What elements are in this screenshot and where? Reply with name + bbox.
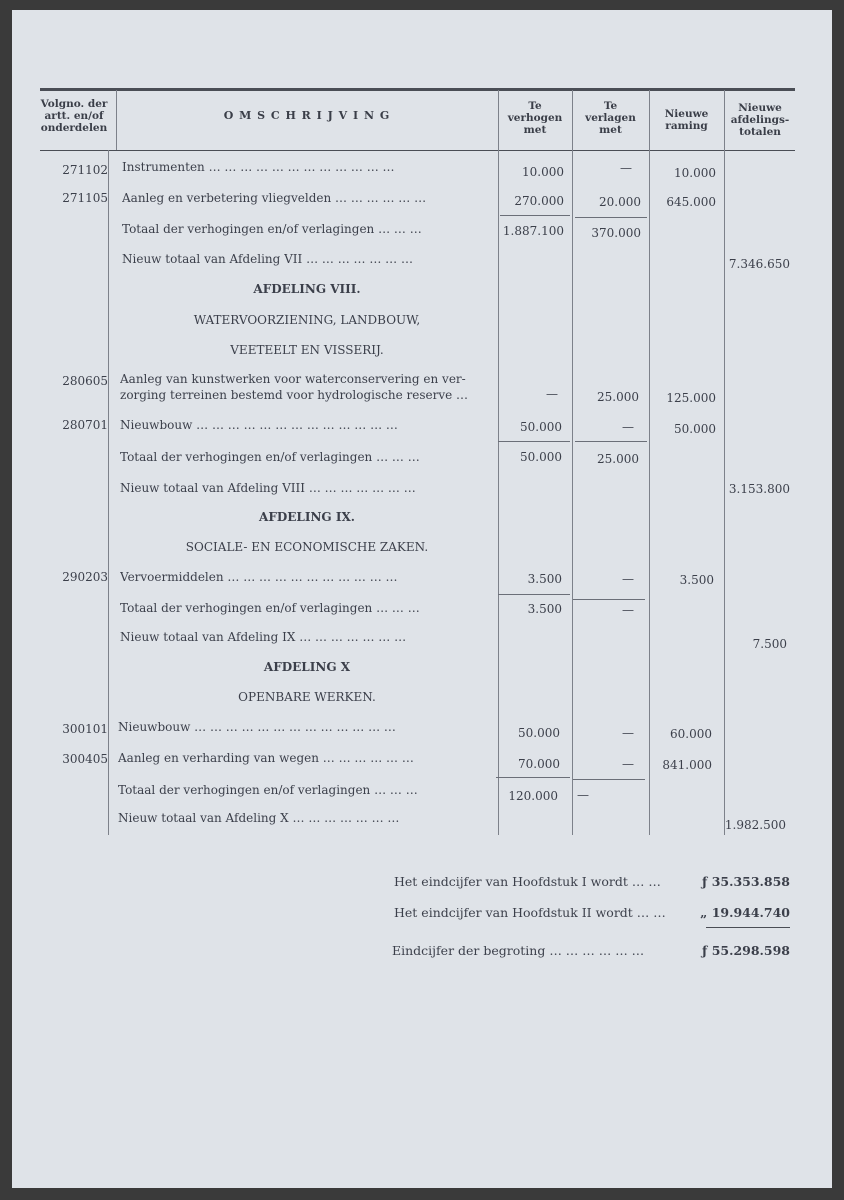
verlagen-value: 25.000 [597, 390, 639, 404]
document-page [12, 10, 832, 1188]
verlagen-total: 370.000 [591, 226, 641, 240]
row-description: Nieuw totaal van Afdeling VII … … … … … … … [122, 252, 413, 266]
section-subheading: WATERVOORZIENING, LANDBOUW, [193, 313, 421, 327]
afdelingstotaal-value: 1.982.500 [724, 818, 786, 832]
raming-value: 3.500 [679, 573, 714, 587]
verhogen-total: 50.000 [520, 450, 562, 464]
row-code: 300405 [62, 752, 108, 766]
header-volgno-line: artt. en/of [44, 110, 104, 122]
row-description: Nieuw totaal van Afdeling IX … … … … … … … [120, 630, 407, 644]
afdelingstotaal-value: 7.500 [752, 637, 787, 651]
sum-rule [706, 927, 790, 928]
header-nieuwe-raming [649, 108, 724, 132]
summary-label: Eindcijfer der begroting … … … … … … [392, 943, 645, 958]
header-line: Te [603, 100, 618, 112]
header-line: verhogen [507, 112, 563, 124]
header-line: verlagen [585, 112, 636, 124]
header-line: totalen [739, 126, 781, 138]
row-description: Nieuwbouw … … … … … … … … … … … … … [120, 418, 398, 432]
summary-value: ƒ 55.298.598 [701, 943, 790, 958]
row-code: 300101 [62, 722, 108, 736]
header-line: Te [528, 100, 542, 112]
row-description: Totaal der verhogingen en/of verlagingen … … … [118, 783, 418, 797]
header-line: afdelings- [730, 114, 790, 126]
subtotal-rule [573, 599, 645, 600]
column-divider [572, 90, 573, 835]
verhogen-total: 120.000 [508, 789, 558, 803]
afdelingstotaal-value: 3.153.800 [728, 482, 790, 496]
row-description: zorging terreinen bestemd voor hydrologische reserve … [120, 388, 469, 402]
section-heading: AFDELING VIII. [253, 282, 361, 296]
subtotal-rule [573, 779, 645, 780]
raming-value: 125.000 [666, 391, 716, 405]
raming-value: 10.000 [674, 166, 716, 180]
verlagen-value: — [622, 726, 634, 740]
raming-value: 841.000 [662, 758, 712, 772]
header-afdelingstotalen [724, 102, 796, 138]
header-volgno-line: onderdelen [40, 122, 108, 134]
section-subheading: SOCIALE- EN ECONOMISCHE ZAKEN. [185, 540, 429, 554]
row-description: Aanleg en verharding van wegen … … … … … … [118, 751, 414, 765]
verhogen-value: 3.500 [527, 572, 562, 586]
subtotal-rule [500, 215, 570, 216]
table-top-rule [40, 88, 795, 91]
summary-label: Het eindcijfer van Hoofdstuk II wordt … … [394, 905, 666, 920]
column-divider [649, 90, 650, 835]
header-omschrijving: O M S C H R I J V I N G [223, 109, 391, 122]
header-volgno [34, 98, 114, 134]
section-heading: AFDELING X [263, 660, 351, 674]
verhogen-total: 3.500 [527, 602, 562, 616]
verhogen-value: 50.000 [520, 420, 562, 434]
column-divider [724, 90, 725, 835]
raming-value: 60.000 [670, 727, 712, 741]
table-header-rule [40, 150, 795, 151]
row-description: Instrumenten … … … … … … … … … … … … [122, 160, 395, 174]
verlagen-value: — [622, 572, 634, 586]
header-line: Nieuwe [664, 108, 709, 120]
column-divider [108, 150, 109, 835]
verhogen-value: 270.000 [514, 194, 564, 208]
row-code: 271105 [62, 191, 108, 205]
section-subheading: VEETEELT EN VISSERIJ. [230, 343, 384, 357]
row-description: Nieuw totaal van Afdeling X … … … … … … … [118, 811, 400, 825]
row-description: Totaal der verhogingen en/of verlagingen … … … [120, 450, 420, 464]
row-description: Aanleg en verbetering vliegvelden … … … … … … [122, 191, 427, 205]
header-line: raming [665, 120, 708, 132]
row-code: 290203 [62, 570, 108, 584]
subtotal-rule [496, 777, 570, 778]
raming-value: 645.000 [666, 195, 716, 209]
header-volgno-line: Volgno. der [40, 98, 108, 110]
subtotal-rule [498, 594, 570, 595]
verhogen-value: 50.000 [518, 726, 560, 740]
verlagen-value: — [622, 757, 634, 771]
section-subheading: OPENBARE WERKEN. [238, 690, 376, 704]
verlagen-total: — [622, 603, 634, 617]
row-description: Aanleg van kunstwerken voor waterconservering en ver- [120, 372, 466, 386]
verlagen-value: — [622, 420, 634, 434]
verlagen-total: — [577, 788, 589, 802]
section-heading: AFDELING IX. [259, 510, 355, 524]
verlagen-total: 25.000 [597, 452, 639, 466]
header-line: met [599, 124, 622, 136]
subtotal-rule [575, 217, 647, 218]
afdelingstotaal-value: 7.346.650 [728, 257, 790, 271]
row-description: Totaal der verhogingen en/of verlagingen … … … [122, 222, 422, 236]
verhogen-value: — [546, 387, 558, 401]
row-code: 271102 [62, 163, 108, 177]
verlagen-value: — [620, 161, 632, 175]
raming-value: 50.000 [674, 422, 716, 436]
header-te-verlagen [572, 100, 649, 136]
verhogen-value: 70.000 [518, 757, 560, 771]
row-description: Nieuw totaal van Afdeling VIII … … … … … … … [120, 481, 416, 495]
row-description: Totaal der verhogingen en/of verlagingen … … … [120, 601, 420, 615]
subtotal-rule [498, 441, 570, 442]
summary-value: ƒ 35.353.858 [701, 874, 790, 889]
verlagen-value: 20.000 [599, 195, 641, 209]
row-code: 280605 [62, 374, 108, 388]
row-description: Nieuwbouw … … … … … … … … … … … … … [118, 720, 396, 734]
row-code: 280701 [62, 418, 108, 432]
header-line: Nieuwe [738, 102, 782, 114]
row-description: Vervoermiddelen … … … … … … … … … … … [120, 570, 398, 584]
summary-label: Het eindcijfer van Hoofdstuk I wordt … … [394, 874, 661, 889]
header-line: met [523, 124, 547, 136]
column-divider [498, 90, 499, 835]
summary-value: „ 19.944.740 [700, 905, 790, 920]
verhogen-total: 1.887.100 [502, 224, 564, 238]
verhogen-value: 10.000 [522, 165, 564, 179]
subtotal-rule [575, 441, 647, 442]
header-te-verhogen [498, 100, 572, 136]
